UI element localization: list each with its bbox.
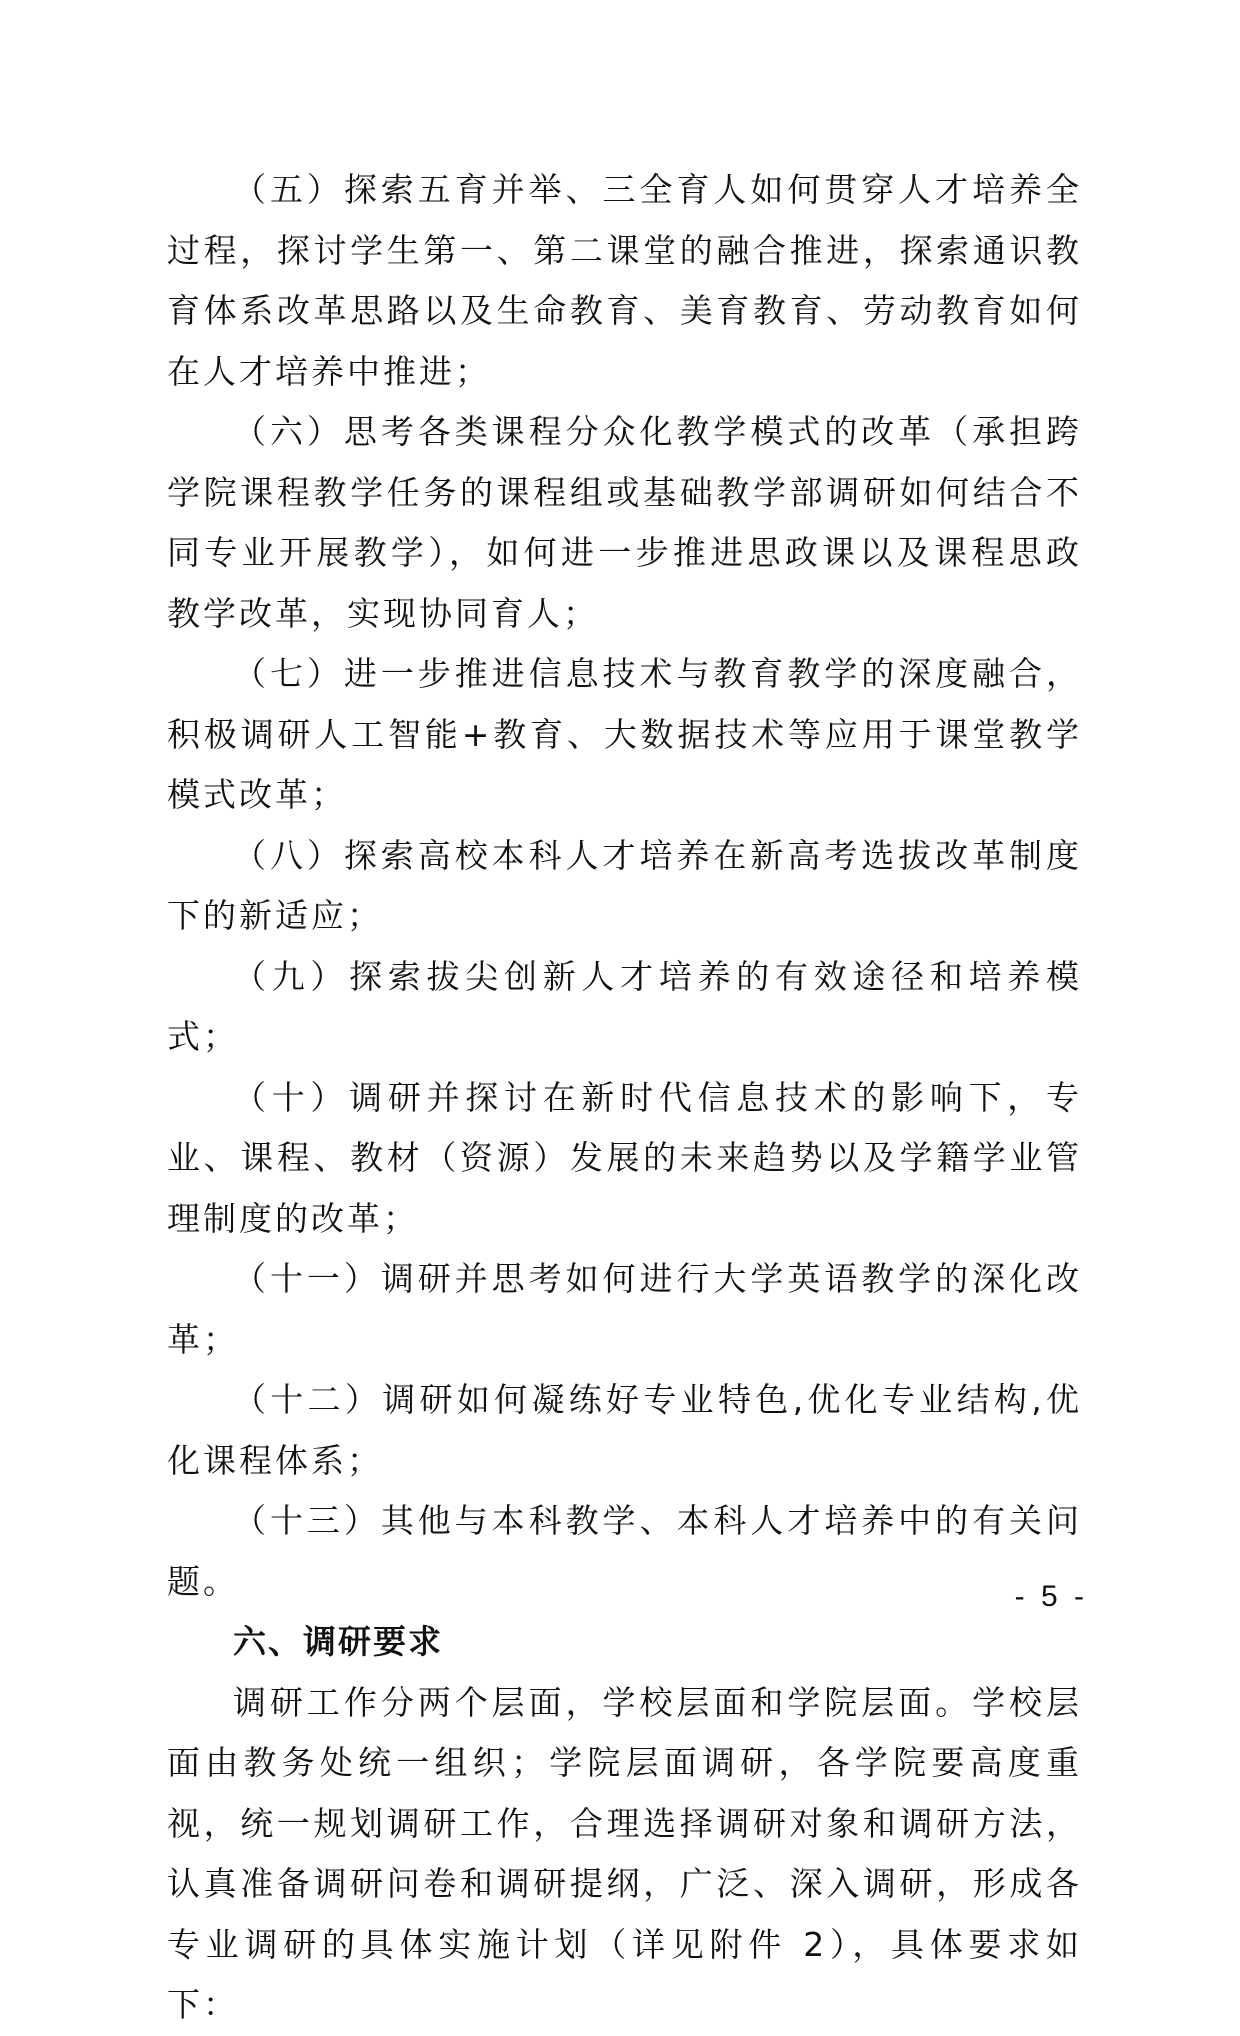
paragraph-item-12: （十二）调研如何凝练好专业特色,优化专业结构,优化课程体系；	[167, 1380, 1082, 1480]
document-body	[167, 160, 1082, 2036]
paragraph-item-8: （八）探索高校本科人才培养在新高考选拔改革制度下的新适应；	[167, 835, 1082, 935]
paragraph-item-6: （六）思考各类课程分众化教学模式的改革（承担跨学院课程教学任务的课程组或基础教学部调研如何结合不同专业开展教学），如何进一步推进思政课以及课程思政教学改革，实现协同育人；	[167, 412, 1082, 633]
paragraph-item-10: （十）调研并探讨在新时代信息技术的影响下，专业、课程、教材（资源）发展的未来趋势以及学籍学业管理制度的改革；	[167, 1077, 1082, 1238]
paragraph-item-5: （五）探索五育并举、三全育人如何贯穿人才培养全过程，探讨学生第一、第二课堂的融合推进，探索通识教育体系改革思路以及生命教育、美育教育、劳动教育如何在人才培养中推进；	[167, 170, 1082, 391]
paragraph-item-7: （七）进一步推进信息技术与教育教学的深度融合，积极调研人工智能+教育、大数据技术等应用于课堂教学模式改革；	[167, 654, 1082, 814]
section-heading: 六、调研要求	[233, 1622, 443, 1661]
page-number: - 5 -	[1014, 1580, 1088, 1613]
paragraph-item-11: （十一）调研并思考如何进行大学英语教学的深化改革；	[167, 1259, 1082, 1359]
paragraph-item-13: （十三）其他与本科教学、本科人才培养中的有关问题。	[167, 1501, 1082, 1601]
section-paragraph: 调研工作分两个层面，学校层面和学院层面。学校层面由教务处统一组织；学院层面调研，各学院要高度重视，统一规划调研工作，合理选择调研对象和调研方法，认真准备调研问卷和调研提纲，广泛、深入调研，形成各专业调研的具体实施计划（详见附件 2），具体要求如下：	[167, 1682, 1082, 2024]
paragraph-item-9: （九）探索拔尖创新人才培养的有效途径和培养模式；	[167, 956, 1082, 1056]
